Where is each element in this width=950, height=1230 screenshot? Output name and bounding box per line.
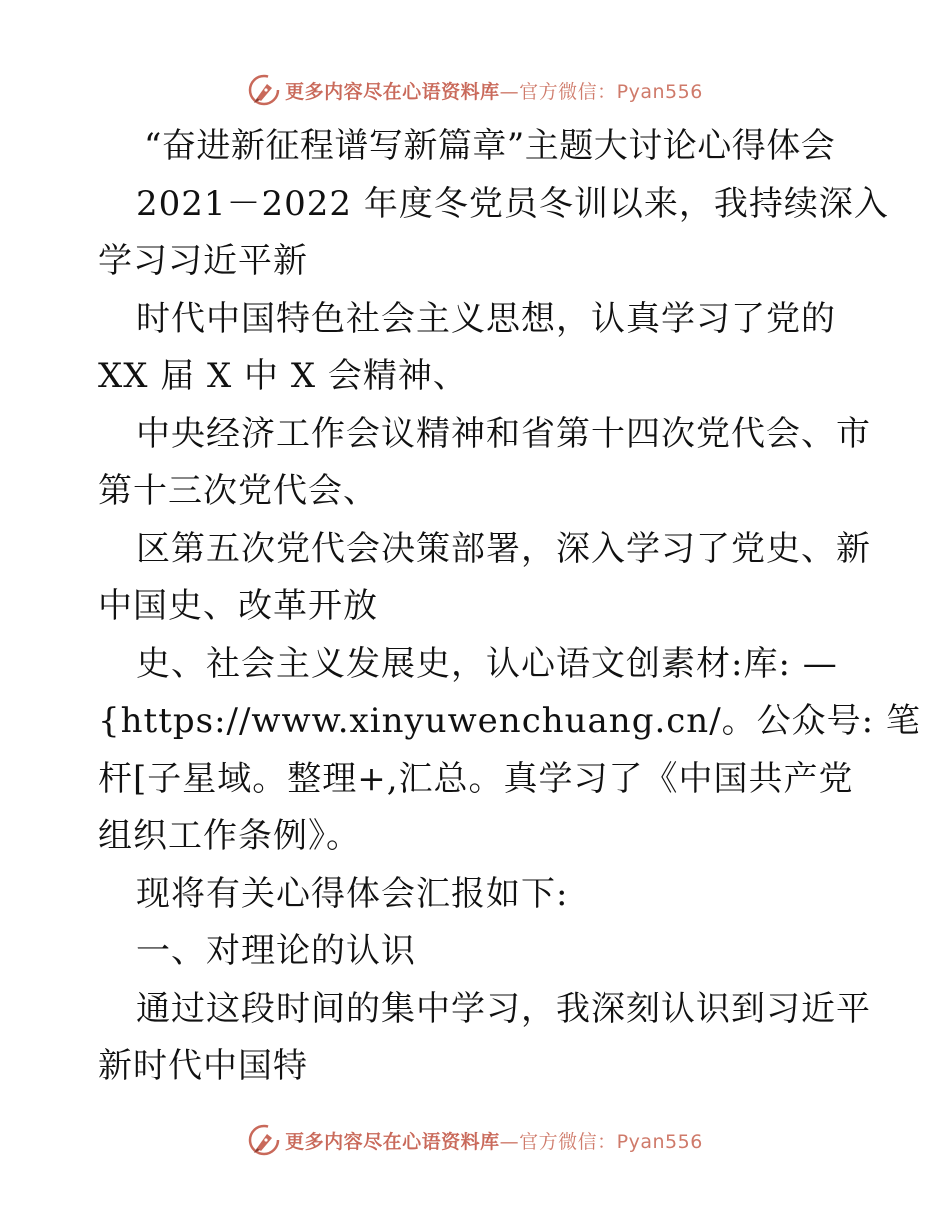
paragraph-line: 通过这段时间的集中学习，我深刻认识到习近平 xyxy=(136,988,871,1029)
watermark-text xyxy=(285,77,703,104)
paragraph-line: 区第五次党代会决策部署，深入学习了党史、新 xyxy=(136,528,871,569)
watermark-highlight: 更多内容尽在心语资料库 xyxy=(285,1130,500,1153)
footer-watermark-banner xyxy=(0,1120,950,1160)
paragraph-line: 新时代中国特 xyxy=(98,1046,308,1086)
paragraph-line: 学习习近平新 xyxy=(98,241,308,281)
paragraph-line: 中央经济工作会议精神和省第十四次党代会、市 xyxy=(136,413,871,454)
watermark-contact: —官方微信：Pyan556 xyxy=(499,80,703,103)
paragraph-line: {https://www.xinyuwenchuang.cn/。公众号: 笔 xyxy=(98,701,921,741)
paragraph-line: XX 届 X 中 X 会精神、 xyxy=(98,356,468,396)
document-title: “奋进新征程谱写新篇章”主题大讨论心得体会 xyxy=(144,126,836,166)
pen-nib-logo-icon xyxy=(247,1123,281,1157)
paragraph-line: 第十三次党代会、 xyxy=(98,471,378,511)
watermark-text xyxy=(285,1127,703,1154)
paragraph-line: 2021－2022 年度冬党员冬训以来，我持续深入 xyxy=(136,183,889,224)
watermark-contact: —官方微信：Pyan556 xyxy=(499,1130,703,1153)
watermark-highlight: 更多内容尽在心语资料库 xyxy=(285,80,500,103)
paragraph-line: 时代中国特色社会主义思想，认真学习了党的 xyxy=(136,298,836,339)
document-body xyxy=(98,118,921,1096)
paragraph-line: 现将有关心得体会汇报如下: xyxy=(136,873,569,914)
header-watermark-banner xyxy=(0,70,950,110)
paragraph-line: 中国史、改革开放 xyxy=(98,586,378,626)
paragraph-line: 史、社会主义发展史，认心语文创素材:库: — xyxy=(136,643,838,684)
paragraph-line: 杆[子星域。整理+,汇总。真学习了《中国共产党 xyxy=(98,758,854,799)
section-heading: 一、对理论的认识 xyxy=(136,931,416,971)
pen-nib-logo-icon xyxy=(247,73,281,107)
paragraph-line: 组织工作条例》。 xyxy=(98,816,361,856)
